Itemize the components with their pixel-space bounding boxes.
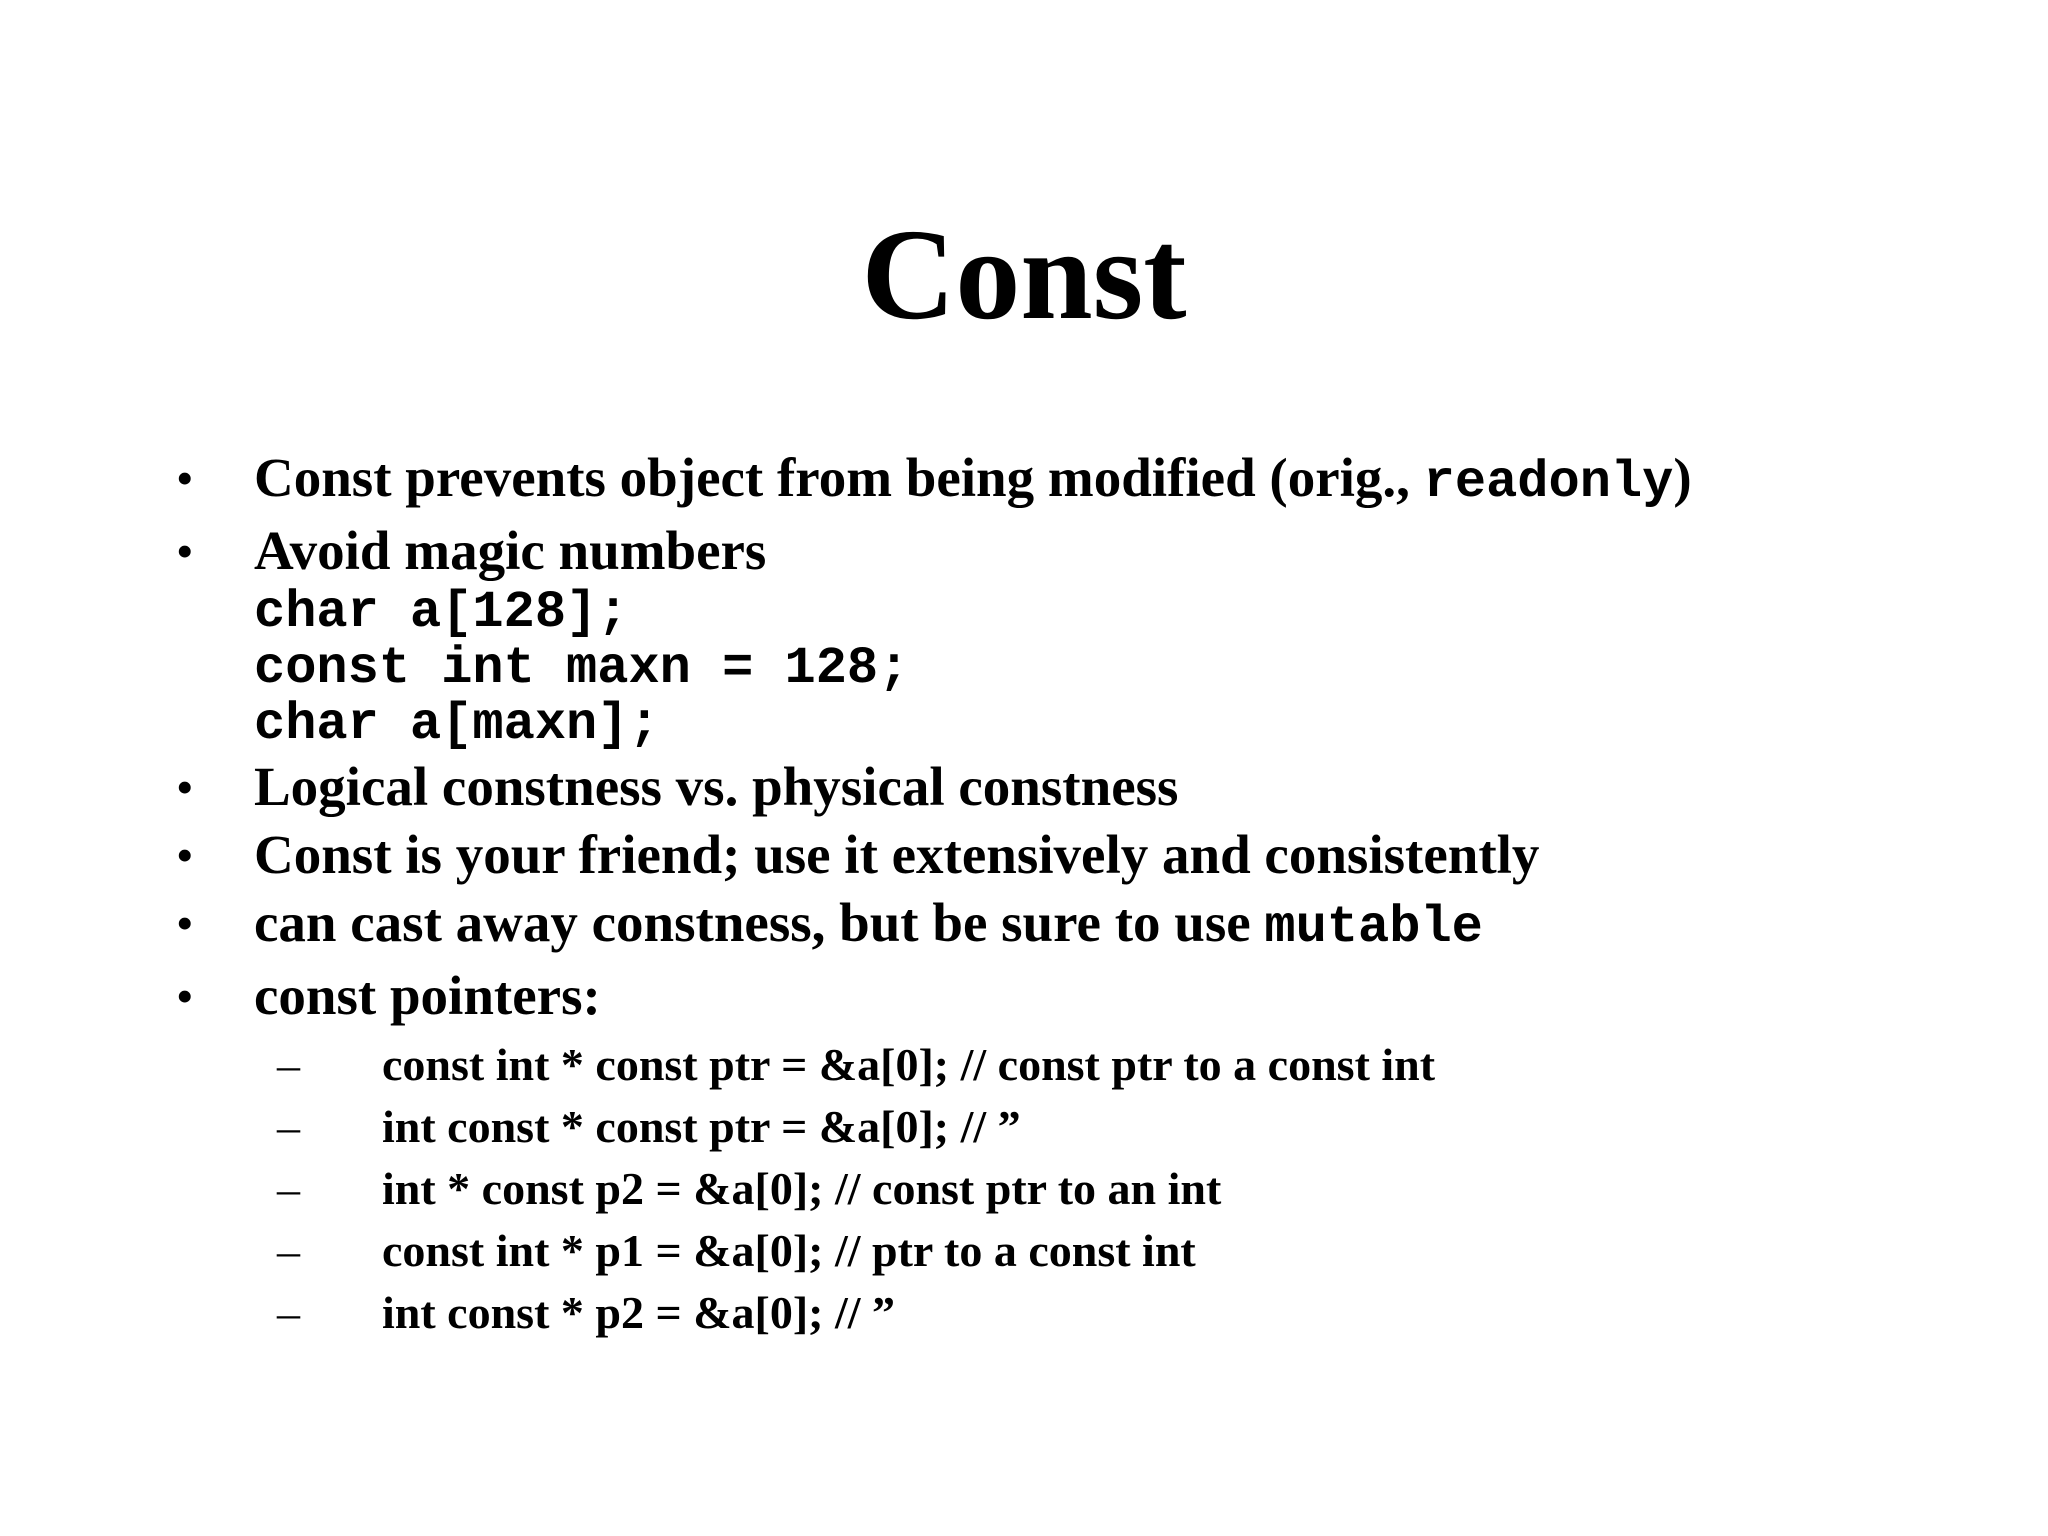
code-line: char a[maxn];	[254, 695, 660, 754]
bullet-text: Const prevents object from being modified (orig.,	[254, 447, 1424, 508]
code-keyword: readonly	[1423, 453, 1674, 512]
bullet-text: Avoid magic numbers	[254, 520, 767, 581]
code-line: char a[128];	[254, 583, 629, 642]
sub-bullet-list	[0, 1034, 2048, 1344]
sub-bullet-text: int const * const ptr = &a[0]; // ”	[382, 1101, 1021, 1152]
bullet-text: can cast away constness, but be sure to use	[254, 892, 1265, 953]
dash-marker: –	[277, 1225, 300, 1276]
sub-bullet-item	[0, 1282, 2048, 1344]
bullet-item	[0, 444, 2048, 517]
bullet-marker: •	[176, 968, 194, 1024]
slide-title: Const	[861, 203, 1187, 347]
bullet-text: const pointers:	[254, 965, 601, 1026]
dash-marker: –	[277, 1101, 300, 1152]
sub-bullet-text: int * const p2 = &a[0]; // const ptr to an int	[382, 1163, 1222, 1214]
bullet-text: Logical constness vs. physical constness	[254, 756, 1179, 817]
bullet-marker: •	[176, 523, 194, 579]
bullet-list	[0, 444, 2048, 1344]
dash-marker: –	[277, 1039, 300, 1090]
bullet-marker: •	[176, 759, 194, 815]
sub-bullet-text: int const * p2 = &a[0]; // ”	[382, 1287, 896, 1338]
sub-bullet-item	[0, 1220, 2048, 1282]
bullet-marker: •	[176, 895, 194, 951]
dash-marker: –	[277, 1287, 300, 1338]
sub-bullet-item	[0, 1158, 2048, 1220]
sub-bullet-text: const int * const ptr = &a[0]; // const ptr to a const int	[382, 1039, 1436, 1090]
code-keyword: mutable	[1264, 898, 1483, 957]
bullet-item	[0, 962, 2048, 1030]
sub-bullet-item	[0, 1096, 2048, 1158]
code-line: const int maxn = 128;	[254, 639, 910, 698]
bullet-item	[0, 889, 2048, 962]
dash-marker: –	[277, 1163, 300, 1214]
bullet-marker: •	[176, 450, 194, 506]
bullet-item	[0, 517, 2048, 753]
bullet-text: Const is your friend; use it extensively and consistently	[254, 824, 1540, 885]
sub-bullet-text: const int * p1 = &a[0]; // ptr to a const int	[382, 1225, 1196, 1276]
bullet-marker: •	[176, 827, 194, 883]
sub-bullet-item	[0, 1034, 2048, 1096]
bullet-text-suffix: )	[1673, 447, 1692, 508]
bullet-item	[0, 821, 2048, 889]
bullet-item	[0, 753, 2048, 821]
